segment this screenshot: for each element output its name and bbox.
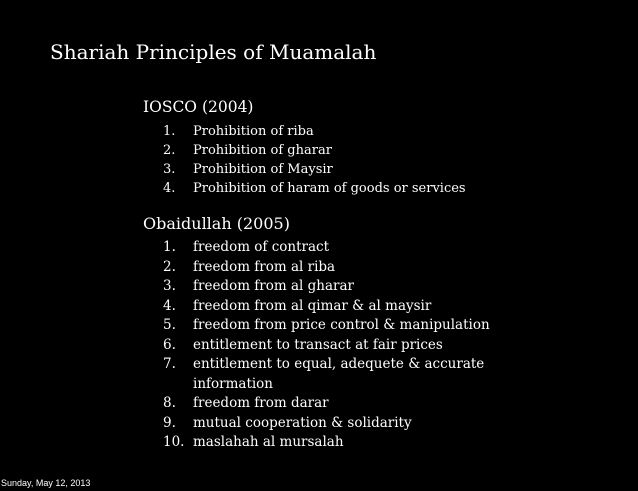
- item-text: freedom from al gharar: [193, 278, 354, 294]
- item-number: 2.: [163, 258, 176, 275]
- obaidullah-section: [143, 214, 490, 453]
- item-text: Prohibition of Maysir: [193, 162, 333, 177]
- item-number: 3.: [163, 162, 176, 177]
- item-number: 1.: [163, 239, 176, 255]
- list-item: [163, 258, 490, 278]
- item-text: mutual cooperation & solidarity: [193, 414, 412, 431]
- section-heading-obaidullah: Obaidullah (2005): [143, 214, 290, 233]
- list-item: [163, 160, 466, 179]
- item-number: 6.: [163, 336, 176, 353]
- slide-title: Shariah Principles of Muamalah: [50, 40, 377, 64]
- list-item: [163, 122, 466, 141]
- list-item: [163, 141, 466, 160]
- item-number: 5.: [163, 317, 176, 333]
- list-item: [163, 355, 490, 394]
- item-number: 1.: [163, 124, 176, 139]
- item-text: entitlement to equal, adequete & accurate information: [193, 356, 485, 392]
- item-text: freedom from darar: [193, 395, 329, 411]
- item-number: 4.: [163, 181, 176, 196]
- item-text: entitlement to transact at fair prices: [193, 336, 443, 353]
- list-item: [163, 394, 490, 414]
- item-number: 10.: [163, 434, 185, 450]
- item-number: 2.: [163, 143, 176, 158]
- list-item: [163, 277, 490, 297]
- section-heading-iosco: IOSCO (2004): [143, 98, 254, 116]
- item-text: freedom from al riba: [193, 258, 336, 275]
- item-number: 7.: [163, 356, 176, 372]
- iosco-list: [143, 122, 466, 198]
- item-number: 8.: [163, 395, 176, 411]
- obaidullah-list: [143, 238, 490, 453]
- item-text: Prohibition of riba: [193, 124, 314, 139]
- list-item: [163, 433, 490, 453]
- item-text: freedom of contract: [193, 239, 330, 255]
- list-item: [163, 316, 490, 336]
- item-text: freedom from price control & manipulation: [193, 317, 490, 333]
- item-number: 9.: [163, 414, 176, 431]
- footer-date: Sunday, May 12, 2013: [1, 478, 91, 488]
- iosco-section: [143, 97, 466, 198]
- item-number: 4.: [163, 297, 176, 314]
- list-item: [163, 414, 490, 434]
- item-number: 3.: [163, 278, 176, 294]
- item-text: maslahah al mursalah: [193, 434, 344, 450]
- list-item: [163, 297, 490, 317]
- item-text: Prohibition of haram of goods or services: [193, 181, 466, 196]
- item-text: freedom from al qimar & al maysir: [193, 297, 432, 314]
- list-item: [163, 238, 490, 258]
- list-item: [163, 179, 466, 198]
- item-text: Prohibition of gharar: [193, 143, 332, 158]
- list-item: [163, 336, 490, 356]
